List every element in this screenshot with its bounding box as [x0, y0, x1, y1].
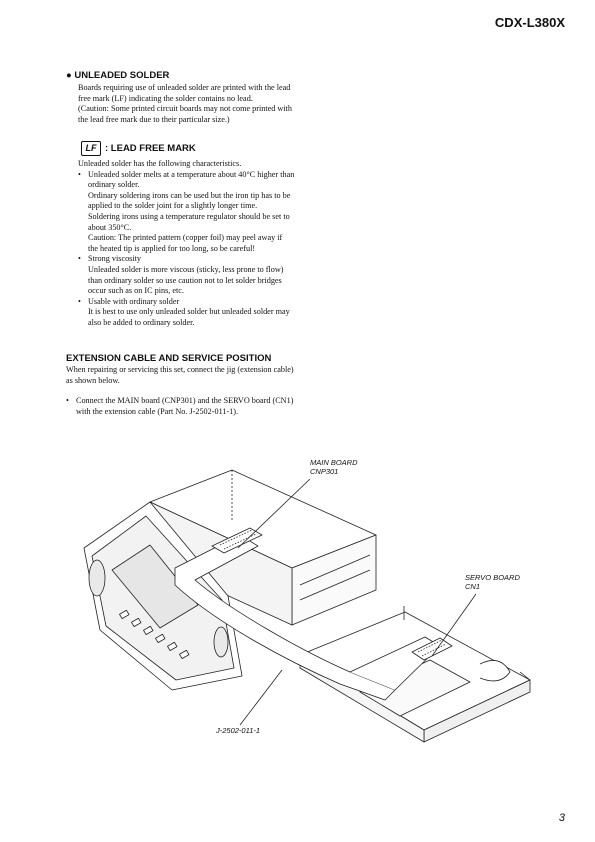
- servo-board-label: SERVO BOARD: [465, 573, 520, 582]
- characteristic-line: Unleaded solder melts at a temperature about 40°C higher than: [88, 169, 295, 179]
- cable-part-label: J-2502-011-1: [216, 726, 261, 735]
- extension-cable-title: EXTENSION CABLE AND SERVICE POSITION: [66, 353, 272, 364]
- lead-free-title: : LEAD FREE MARK: [105, 143, 196, 154]
- unleaded-line: the lead free mark due to their particular size.): [78, 114, 230, 124]
- characteristic-line: than ordinary solder so use caution not to let solder bridges: [88, 275, 282, 285]
- extension-bullet-line: Connect the MAIN board (CNP301) and the SERVO board (CN1): [76, 396, 294, 406]
- characteristic-line: the heated tip is applied for too long, so be careful!: [88, 243, 256, 253]
- characteristic-line: It is best to use only unleaded solder but unleaded solder may: [88, 307, 290, 317]
- extension-line: When repairing or servicing this set, connect the jig (extension cable): [66, 365, 294, 374]
- servo-board-connector-label: CN1: [465, 582, 481, 591]
- main-board-callout: [310, 458, 358, 476]
- main-board-connector-label: CNP301: [310, 467, 339, 476]
- bullet-dot: •: [66, 396, 69, 406]
- main-board-label: MAIN BOARD: [310, 458, 358, 467]
- model-number: CDX-L380X: [494, 15, 565, 30]
- characteristic-line: ordinary solder.: [88, 180, 140, 190]
- characteristic-line: Caution: The printed pattern (copper foil) may peel away if: [88, 233, 283, 243]
- lead-free-mark-icon: LF: [81, 141, 101, 156]
- characteristic-line: also be added to ordinary solder.: [88, 317, 195, 327]
- page-number: 3: [558, 812, 565, 824]
- unleaded-line: (Caution: Some printed circuit boards may not come printed with: [78, 104, 292, 114]
- characteristic-line: Unleaded solder is more viscous (sticky, less prone to flow): [88, 264, 284, 274]
- servo-board-callout: [465, 573, 520, 591]
- characteristic-line: Ordinary soldering irons can be used but the iron tip has to be: [88, 190, 291, 200]
- unleaded-solder-title: UNLEADED SOLDER: [74, 70, 170, 81]
- unleaded-line: free mark (LF) indicating the solder contains no lead.: [78, 93, 253, 103]
- characteristic-line: Usable with ordinary solder: [88, 296, 180, 306]
- side-knob: [214, 627, 228, 657]
- lead-free-intro: Unleaded solder has the following characteristics.: [78, 159, 242, 168]
- cable-leader-line: [240, 670, 282, 725]
- characteristic-line: Strong viscosity: [88, 254, 141, 264]
- characteristic-line: applied to the solder joint for a slightly longer time.: [88, 201, 258, 211]
- bullet-circle-icon: ●: [66, 70, 72, 81]
- unleaded-line: Boards requiring use of unleaded solder are printed with the lead: [78, 83, 291, 92]
- extension-bullet-line: with the extension cable (Part No. J-2502-011-1).: [76, 406, 239, 416]
- extension-line: as shown below.: [66, 375, 120, 385]
- characteristic-line: about 350°C.: [88, 222, 132, 232]
- volume-knob: [89, 560, 105, 596]
- bullet-dot: •: [78, 254, 81, 264]
- characteristic-line: Soldering irons using a temperature regulator should be set to: [88, 211, 290, 221]
- bullet-dot: •: [78, 169, 81, 179]
- bullet-dot: •: [78, 296, 81, 306]
- characteristic-line: occur such as on IC pins, etc.: [88, 286, 184, 296]
